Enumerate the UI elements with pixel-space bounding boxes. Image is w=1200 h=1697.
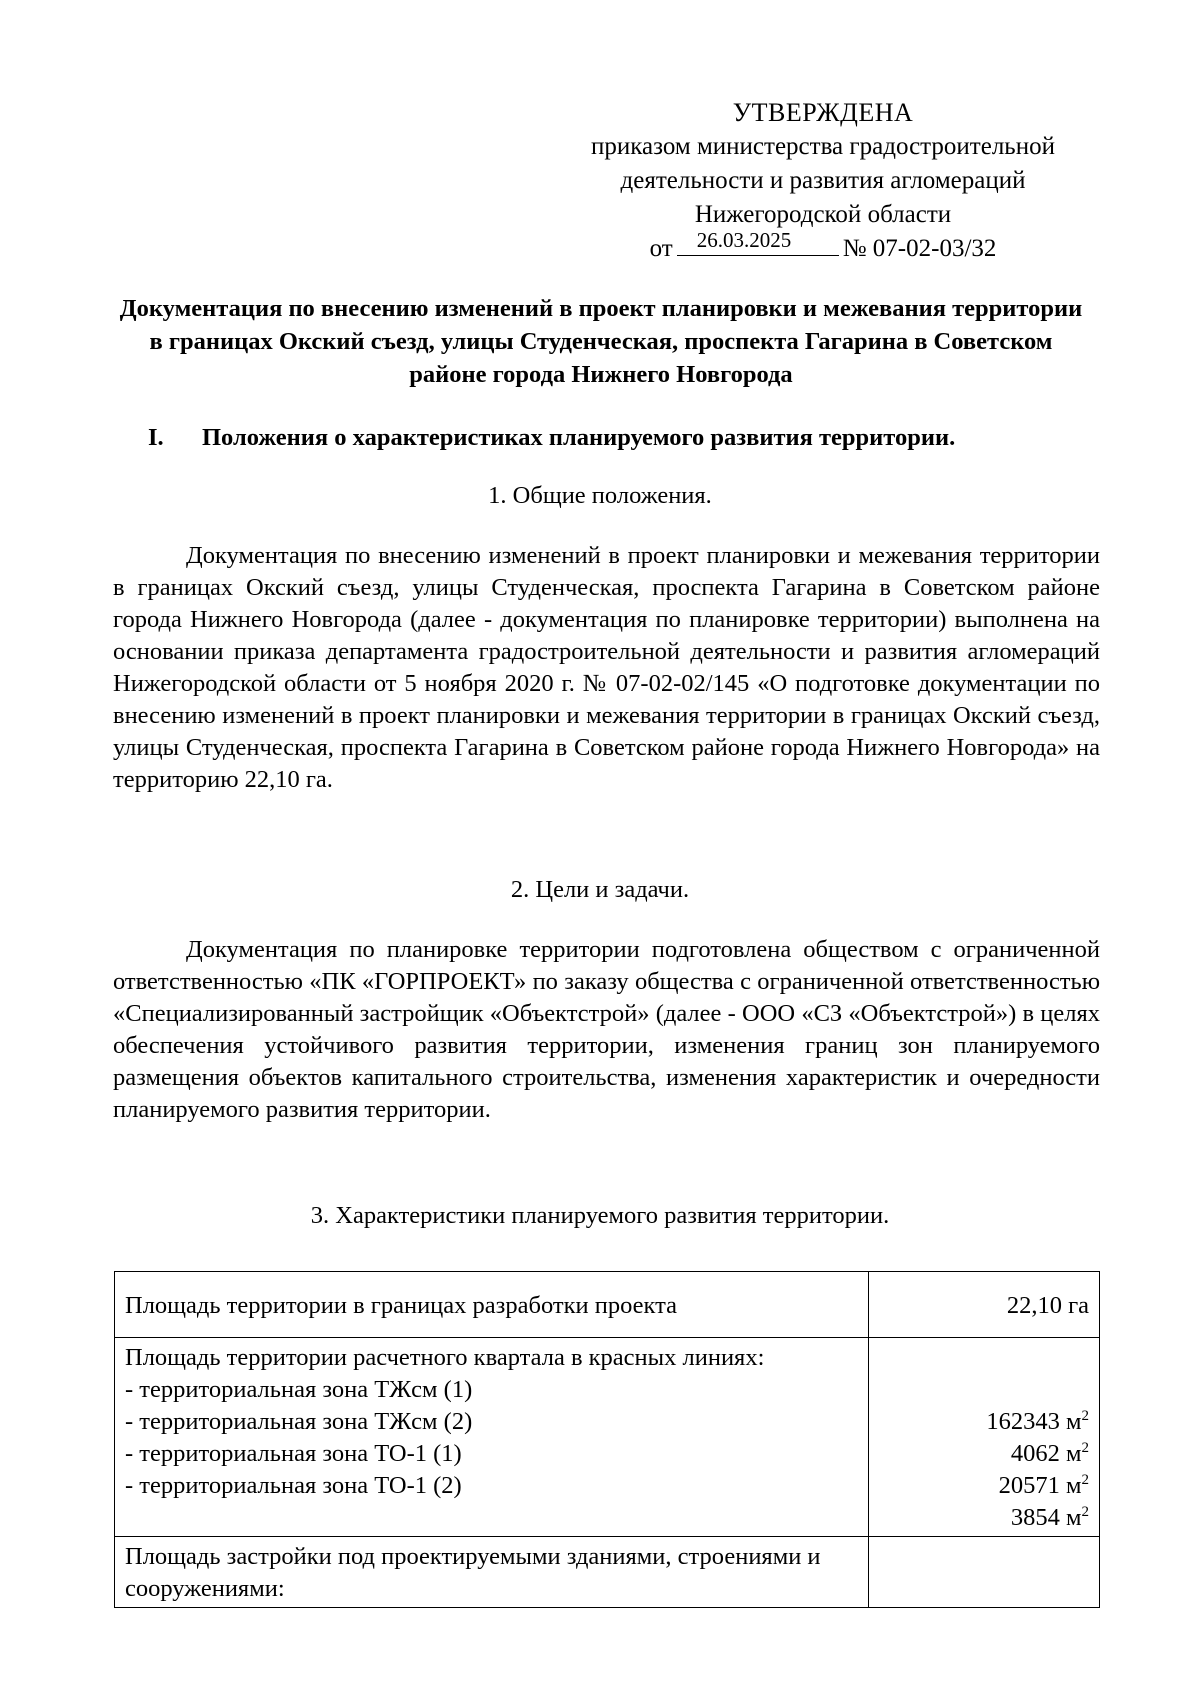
table-row <box>115 1272 1100 1338</box>
document-title: Документация по внесению изменений в проект планировки и межевания территории в границах Окский съезд, улицы Студенческая, проспекта Гагарина в Советском районе города Нижнего Новгорода <box>119 295 1083 388</box>
table-cell-value <box>869 1338 1100 1537</box>
approval-line: Нижегородской области <box>694 201 952 228</box>
order-line <box>540 228 1106 266</box>
approval-stamp-title: УТВЕРЖДЕНА <box>732 98 914 127</box>
subsection-heading-general: 1. Общие положения. <box>488 482 712 509</box>
paragraph-goals: Документация по планировке территории подготовлена обществом с ограниченной ответственностью «ПК «ГОРПРОЕКТ» по заказу общества с ограниченной ответственностью «Специализированный застройщик «Объектстрой» (далее - ООО «СЗ «Объектстрой») в целях обеспечения устойчивого развития территории, изменения границ зон планируемого размещения объектов капитального строительства, изменения характеристик и очередности планируемого развития территории. <box>113 936 1100 1123</box>
approval-line: деятельности и развития агломераций <box>620 167 1026 194</box>
table-cell-label: Площадь территории в границах разработки проекта <box>115 1272 869 1338</box>
table-row <box>115 1537 1100 1608</box>
table-cell-value: 22,10 га <box>869 1272 1100 1338</box>
from-label: от <box>649 235 673 262</box>
zone-item: - территориальная зона ТО-1 (1) <box>125 1440 462 1467</box>
zone-area-heading: Площадь территории расчетного квартала в красных линиях: <box>125 1344 765 1371</box>
approval-block <box>540 96 1106 266</box>
table-cell-value <box>869 1537 1100 1608</box>
zone-item: - территориальная зона ТЖсм (1) <box>125 1376 473 1403</box>
zone-value: 20571 $м^2$ <box>998 1472 1089 1499</box>
approval-line: приказом министерства градостроительной <box>591 133 1055 160</box>
zone-value: 3854 $м^2$ <box>1010 1504 1089 1531</box>
characteristics-table <box>114 1271 1100 1608</box>
paragraph-general: Документация по внесению изменений в проект планировки и межевания территории в границах Окский съезд, улицы Студенческая, проспекта Гагарина в Советском районе города Нижнего Новгорода (далее - документация по планировке территории) выполнена на основании приказа департамента градостроительной деятельности и развития агломераций Нижегородской области от 5 ноября 2020 г. № 07-02-02/145 «О подготовке документации по внесению изменений в проект планировки и межевания территории в границах Окский съезд, улицы Студенческая, проспекта Гагарина в Советском районе города Нижнего Новгорода» на территорию 22,10 га. <box>113 542 1100 793</box>
table-cell-label <box>115 1338 869 1537</box>
section-title: Положения о характеристиках планируемого развития территории. <box>202 424 956 451</box>
section-number: I. <box>148 424 164 451</box>
subsection-heading-goals: 2. Цели и задачи. <box>510 876 690 903</box>
zone-value: 162343 $м^2$ <box>986 1408 1089 1435</box>
order-number: № 07-02-03/32 <box>842 235 997 262</box>
zone-item: - территориальная зона ТЖсм (2) <box>125 1408 473 1435</box>
order-date: 26.03.2025 <box>696 228 792 252</box>
subsection-heading-characteristics: 3. Характеристики планируемого развития территории. <box>310 1202 890 1229</box>
section-heading <box>148 424 955 452</box>
zone-item: - территориальная зона ТО-1 (2) <box>125 1472 462 1499</box>
zone-value: 4062 $м^2$ <box>1010 1440 1089 1467</box>
date-field <box>677 228 839 256</box>
table-cell-label: Площадь застройки под проектируемыми зданиями, строениями и сооружениями: <box>115 1537 869 1608</box>
table-row <box>115 1338 1100 1537</box>
